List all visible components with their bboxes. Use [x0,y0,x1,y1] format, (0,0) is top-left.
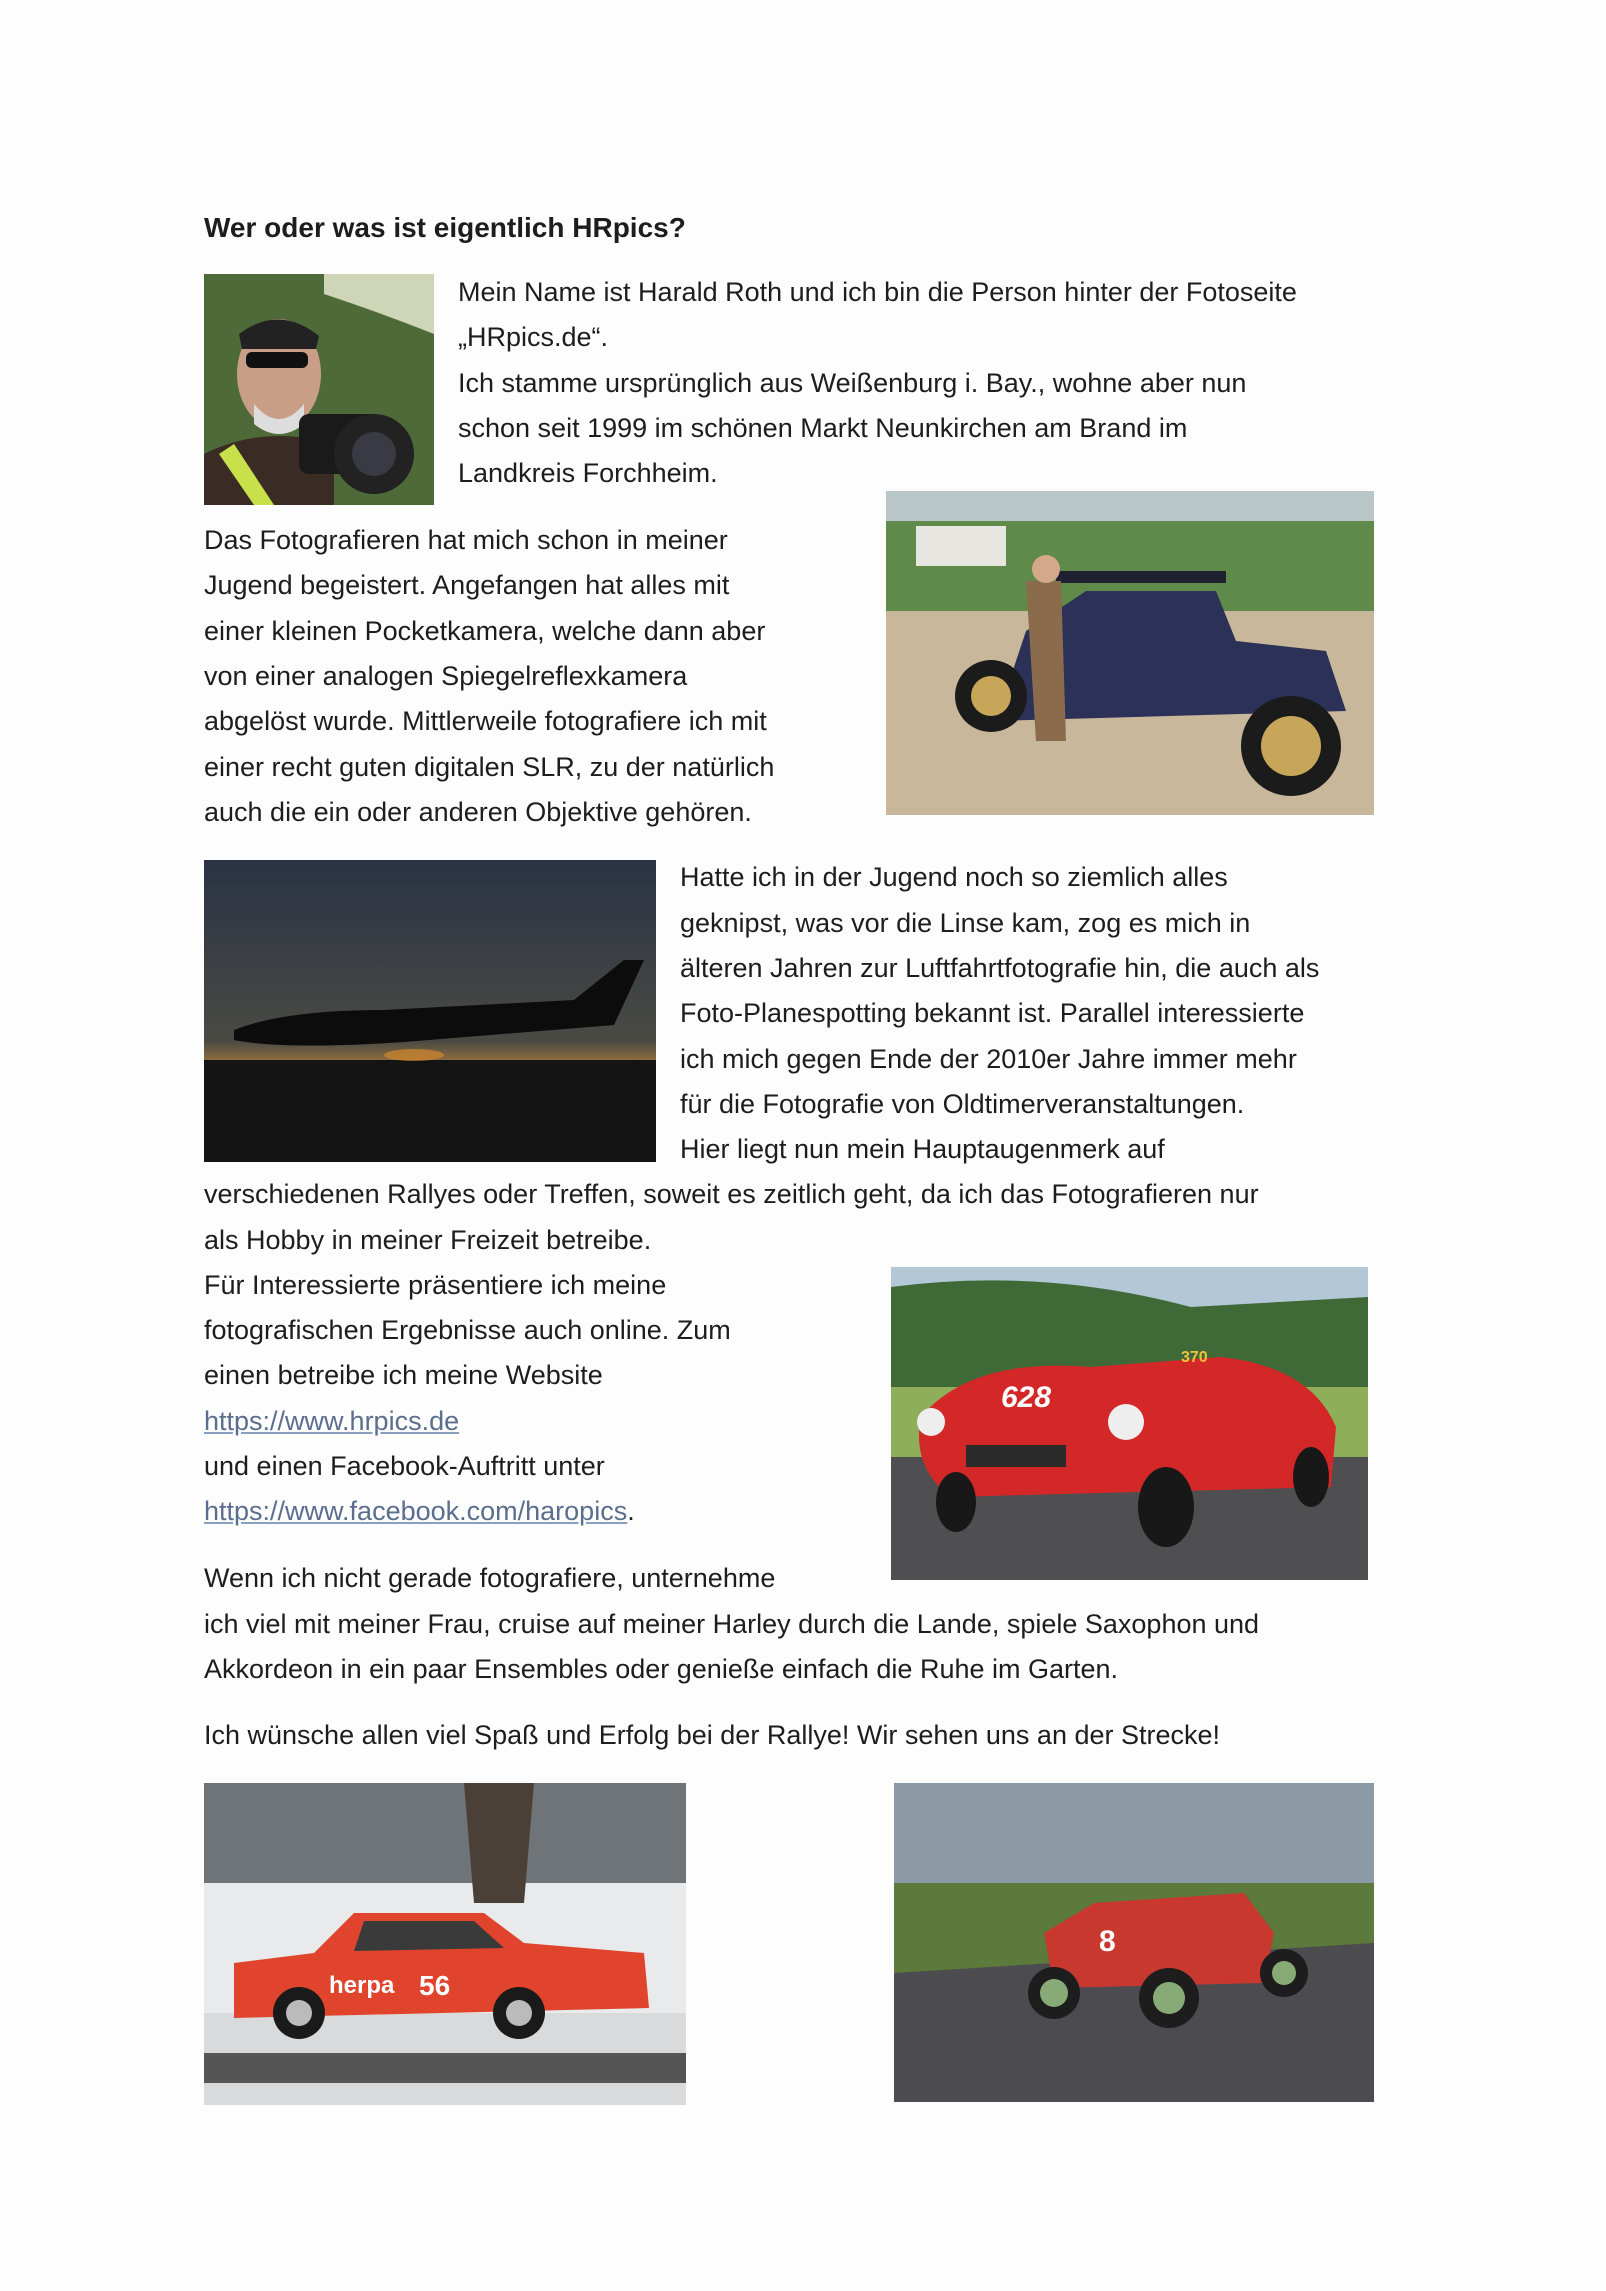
text-line: fotografischen Ergebnisse auch online. Zum [204,1315,731,1345]
text-line: Für Interessierte präsentiere ich meine [204,1270,667,1300]
closing-line: Ich wünsche allen viel Spaß und Erfolg bei der Rallye! Wir sehen uns an der Strecke! [204,1720,1221,1750]
text-line: „HRpics.de“. [458,322,609,352]
text-line: Hier liegt nun mein Hauptaugenmerk auf [680,1134,1165,1164]
oldtimer-photo [886,491,1374,815]
text-line: und einen Facebook-Auftritt unter [204,1451,605,1481]
text-line: älteren Jahren zur Luftfahrtfotografie hin, die auch als [680,953,1320,983]
airplane-photo [204,860,656,1162]
text-line: einen betreibe ich meine Website [204,1360,603,1390]
text-line: Mein Name ist Harald Roth und ich bin die Person hinter der Fotoseite [458,277,1297,307]
vintage-racer-photo [894,1783,1374,2102]
text-line: Landkreis Forchheim. [458,458,718,488]
text-line: Jugend begeistert. Angefangen hat alles mit [204,570,730,600]
red-sportscar-photo [891,1267,1368,1580]
text-line: auch die ein oder anderen Objektive gehören. [204,797,752,827]
text-line: von einer analogen Spiegelreflexkamera [204,661,688,691]
text-line: als Hobby in meiner Freizeit betreibe. [204,1225,652,1255]
text-line: für die Fotografie von Oldtimerveranstaltungen. [680,1089,1245,1119]
race-number: 56 [419,1970,451,2001]
race-number: 8 [1099,1925,1116,1958]
text-line: geknipst, was vor die Linse kam, zog es mich in [680,908,1251,938]
sponsor-label: herpa [329,1972,395,1999]
website-link[interactable]: https://www.hrpics.de [204,1406,460,1436]
text-line: Akkordeon in ein paar Ensembles oder genieße einfach die Ruhe im Garten. [204,1654,1119,1684]
rally-bmw-photo [204,1783,686,2105]
text-line: Das Fotografieren hat mich schon in meiner [204,525,728,555]
text-line: ich viel mit meiner Frau, cruise auf meiner Harley durch die Lande, spiele Saxophon und [204,1609,1260,1639]
race-number: 628 [1001,1381,1052,1414]
text-line: ich mich gegen Ende der 2010er Jahre immer mehr [680,1044,1297,1074]
race-number-side: 370 [1181,1349,1208,1366]
text-line: Ich stamme ursprünglich aus Weißenburg i. Bay., wohne aber nun [458,368,1247,398]
text-line: schon seit 1999 im schönen Markt Neunkirchen am Brand im [458,413,1188,443]
text-line: Foto-Planespotting bekannt ist. Parallel interessierte [680,998,1305,1028]
text-line: Hatte ich in der Jugend noch so ziemlich alles [680,862,1228,892]
text-line: einer kleinen Pocketkamera, welche dann aber [204,616,766,646]
punctuation: . [627,1496,635,1526]
portrait-photo [204,274,434,505]
text-line: abgelöst wurde. Mittlerweile fotografiere ich mit [204,706,767,736]
facebook-link[interactable]: https://www.facebook.com/haropics [204,1496,628,1526]
text-line: verschiedenen Rallyes oder Treffen, soweit es zeitlich geht, da ich das Fotografieren nur [204,1179,1259,1209]
page-title: Wer oder was ist eigentlich HRpics? [204,212,686,243]
text-line: einer recht guten digitalen SLR, zu der natürlich [204,752,775,782]
text-line: Wenn ich nicht gerade fotografiere, unternehme [204,1563,776,1593]
